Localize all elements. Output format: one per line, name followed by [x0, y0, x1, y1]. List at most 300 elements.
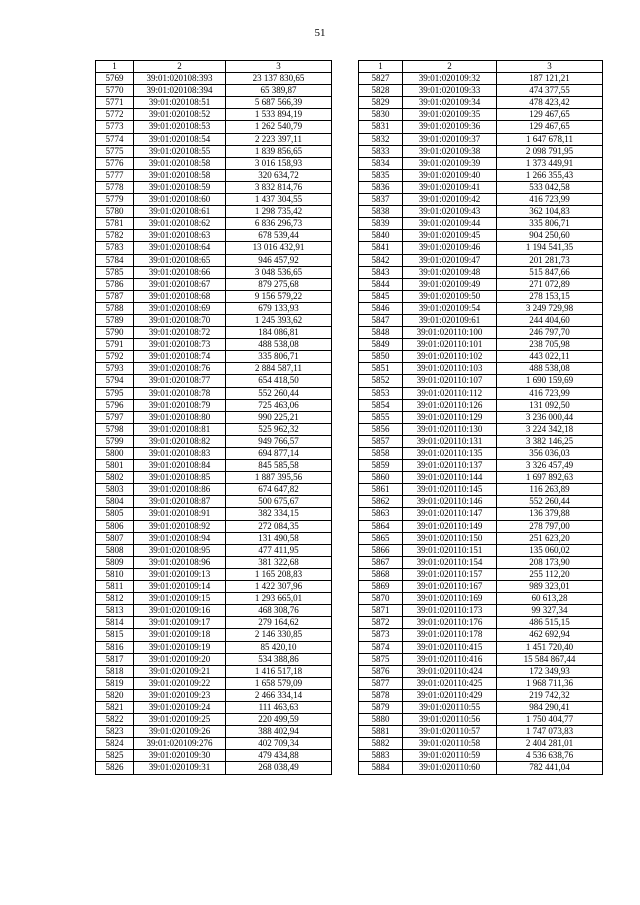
value-cell: 1 245 393,62	[226, 314, 332, 326]
row-number-cell: 5849	[359, 339, 403, 351]
table-row	[359, 254, 603, 266]
table-row	[359, 448, 603, 460]
table-row	[359, 653, 603, 665]
table-row	[96, 399, 332, 411]
row-number-cell: 5824	[96, 738, 134, 750]
table-row	[359, 363, 603, 375]
cadastral-number-cell: 39:01:020108:53	[134, 121, 226, 133]
table-row	[359, 351, 603, 363]
row-number-cell: 5819	[96, 677, 134, 689]
table-row	[359, 460, 603, 472]
cadastral-number-cell: 39:01:020109:18	[134, 629, 226, 641]
row-number-cell: 5801	[96, 460, 134, 472]
table-row	[96, 701, 332, 713]
value-cell: 552 260,44	[497, 496, 603, 508]
right-table	[358, 60, 603, 775]
table-row	[359, 327, 603, 339]
row-number-cell: 5783	[96, 242, 134, 254]
value-cell: 246 797,70	[497, 327, 603, 339]
row-number-cell: 5774	[96, 133, 134, 145]
cadastral-number-cell: 39:01:020109:38	[403, 145, 497, 157]
cadastral-number-cell: 39:01:020109:47	[403, 254, 497, 266]
row-number-cell: 5816	[96, 641, 134, 653]
cadastral-number-cell: 39:01:020110:157	[403, 568, 497, 580]
row-number-cell: 5854	[359, 399, 403, 411]
cadastral-number-cell: 39:01:020110:429	[403, 689, 497, 701]
value-cell: 208 173,90	[497, 556, 603, 568]
table-row	[96, 750, 332, 762]
row-number-cell: 5793	[96, 363, 134, 375]
table-row	[96, 762, 332, 774]
row-number-cell: 5834	[359, 157, 403, 169]
table-row	[359, 242, 603, 254]
cadastral-number-cell: 39:01:020110:100	[403, 327, 497, 339]
row-number-cell: 5848	[359, 327, 403, 339]
table-row	[96, 581, 332, 593]
value-cell: 362 104,83	[497, 206, 603, 218]
value-cell: 477 411,95	[226, 544, 332, 556]
cadastral-number-cell: 39:01:020108:72	[134, 327, 226, 339]
value-cell: 3 236 000,44	[497, 411, 603, 423]
value-cell: 279 164,62	[226, 617, 332, 629]
cadastral-number-cell: 39:01:020110:112	[403, 387, 497, 399]
value-cell: 136 379,88	[497, 508, 603, 520]
value-cell: 1 194 541,35	[497, 242, 603, 254]
table-row	[96, 689, 332, 701]
cadastral-number-cell: 39:01:020109:45	[403, 230, 497, 242]
cadastral-number-cell: 39:01:020110:147	[403, 508, 497, 520]
row-number-cell: 5782	[96, 230, 134, 242]
row-number-cell: 5837	[359, 194, 403, 206]
column-header: 3	[226, 61, 332, 73]
table-row	[359, 738, 603, 750]
cadastral-number-cell: 39:01:020108:55	[134, 145, 226, 157]
table-row	[96, 532, 332, 544]
column-header: 1	[96, 61, 134, 73]
table-row	[96, 169, 332, 181]
value-cell: 3 382 146,25	[497, 435, 603, 447]
row-number-cell: 5842	[359, 254, 403, 266]
cadastral-number-cell: 39:01:020109:33	[403, 85, 497, 97]
value-cell: 3 326 457,49	[497, 460, 603, 472]
value-cell: 525 962,32	[226, 423, 332, 435]
value-cell: 129 467,65	[497, 121, 603, 133]
cadastral-number-cell: 39:01:020109:40	[403, 169, 497, 181]
value-cell: 402 709,34	[226, 738, 332, 750]
row-number-cell: 5878	[359, 689, 403, 701]
cadastral-number-cell: 39:01:020108:82	[134, 435, 226, 447]
left-table	[95, 60, 332, 775]
row-number-cell: 5881	[359, 726, 403, 738]
cadastral-number-cell: 39:01:020108:76	[134, 363, 226, 375]
row-number-cell: 5773	[96, 121, 134, 133]
cadastral-number-cell: 39:01:020108:394	[134, 85, 226, 97]
row-number-cell: 5876	[359, 665, 403, 677]
cadastral-number-cell: 39:01:020108:393	[134, 73, 226, 85]
table-row	[359, 641, 603, 653]
row-number-cell: 5860	[359, 472, 403, 484]
row-number-cell: 5865	[359, 532, 403, 544]
value-cell: 382 334,15	[226, 508, 332, 520]
row-number-cell: 5879	[359, 701, 403, 713]
table-row	[359, 218, 603, 230]
row-number-cell: 5866	[359, 544, 403, 556]
row-number-cell: 5815	[96, 629, 134, 641]
cadastral-number-cell: 39:01:020108:59	[134, 181, 226, 193]
row-number-cell: 5841	[359, 242, 403, 254]
cadastral-number-cell: 39:01:020108:58	[134, 169, 226, 181]
table-row	[96, 97, 332, 109]
cadastral-number-cell: 39:01:020108:94	[134, 532, 226, 544]
cadastral-number-cell: 39:01:020108:66	[134, 266, 226, 278]
table-row	[359, 520, 603, 532]
row-number-cell: 5823	[96, 726, 134, 738]
cadastral-number-cell: 39:01:020108:63	[134, 230, 226, 242]
row-number-cell: 5775	[96, 145, 134, 157]
column-header: 2	[134, 61, 226, 73]
cadastral-number-cell: 39:01:020109:24	[134, 701, 226, 713]
row-number-cell: 5833	[359, 145, 403, 157]
row-number-cell: 5858	[359, 448, 403, 460]
row-number-cell: 5813	[96, 605, 134, 617]
row-number-cell: 5781	[96, 218, 134, 230]
row-number-cell: 5818	[96, 665, 134, 677]
page-number: 51	[314, 27, 326, 39]
cadastral-number-cell: 39:01:020110:130	[403, 423, 497, 435]
row-number-cell: 5857	[359, 435, 403, 447]
table-row	[359, 314, 603, 326]
cadastral-number-cell: 39:01:020108:92	[134, 520, 226, 532]
cadastral-number-cell: 39:01:020109:49	[403, 278, 497, 290]
cadastral-number-cell: 39:01:020110:103	[403, 363, 497, 375]
row-number-cell: 5868	[359, 568, 403, 580]
value-cell: 116 263,89	[497, 484, 603, 496]
row-number-cell: 5779	[96, 194, 134, 206]
cadastral-number-cell: 39:01:020109:30	[134, 750, 226, 762]
value-cell: 479 434,88	[226, 750, 332, 762]
row-number-cell: 5875	[359, 653, 403, 665]
row-number-cell: 5839	[359, 218, 403, 230]
row-number-cell: 5786	[96, 278, 134, 290]
row-number-cell: 5778	[96, 181, 134, 193]
table-row	[96, 714, 332, 726]
cadastral-number-cell: 39:01:020109:26	[134, 726, 226, 738]
row-number-cell: 5861	[359, 484, 403, 496]
row-number-cell: 5796	[96, 399, 134, 411]
cadastral-number-cell: 39:01:020110:56	[403, 714, 497, 726]
cadastral-number-cell: 39:01:020108:86	[134, 484, 226, 496]
row-number-cell: 5769	[96, 73, 134, 85]
value-cell: 654 418,50	[226, 375, 332, 387]
table-row	[96, 726, 332, 738]
value-cell: 1 968 711,36	[497, 677, 603, 689]
table-row	[96, 351, 332, 363]
value-cell: 488 538,08	[226, 339, 332, 351]
cadastral-number-cell: 39:01:020109:50	[403, 290, 497, 302]
value-cell: 1 266 355,43	[497, 169, 603, 181]
table-row	[96, 375, 332, 387]
value-cell: 1 533 894,19	[226, 109, 332, 121]
table-row	[96, 556, 332, 568]
row-number-cell: 5884	[359, 762, 403, 774]
table-row	[359, 157, 603, 169]
row-number-cell: 5874	[359, 641, 403, 653]
value-cell: 131 490,58	[226, 532, 332, 544]
value-cell: 5 687 566,39	[226, 97, 332, 109]
value-cell: 3 832 814,76	[226, 181, 332, 193]
cadastral-number-cell: 39:01:020108:69	[134, 302, 226, 314]
value-cell: 135 060,02	[497, 544, 603, 556]
table-row	[359, 568, 603, 580]
value-cell: 60 613,28	[497, 593, 603, 605]
table-row	[96, 363, 332, 375]
cadastral-number-cell: 39:01:020110:425	[403, 677, 497, 689]
value-cell: 515 847,66	[497, 266, 603, 278]
value-cell: 99 327,34	[497, 605, 603, 617]
cadastral-number-cell: 39:01:020109:31	[134, 762, 226, 774]
row-number-cell: 5799	[96, 435, 134, 447]
value-cell: 111 463,63	[226, 701, 332, 713]
cadastral-number-cell: 39:01:020110:145	[403, 484, 497, 496]
table-row	[96, 677, 332, 689]
value-cell: 129 467,65	[497, 109, 603, 121]
row-number-cell: 5825	[96, 750, 134, 762]
table-row	[96, 484, 332, 496]
table-row	[96, 568, 332, 580]
value-cell: 23 137 830,65	[226, 73, 332, 85]
table-row	[359, 411, 603, 423]
value-cell: 486 515,15	[497, 617, 603, 629]
cadastral-number-cell: 39:01:020110:149	[403, 520, 497, 532]
row-number-cell: 5808	[96, 544, 134, 556]
table-row	[96, 508, 332, 520]
cadastral-number-cell: 39:01:020108:91	[134, 508, 226, 520]
row-number-cell: 5797	[96, 411, 134, 423]
cadastral-number-cell: 39:01:020109:39	[403, 157, 497, 169]
row-number-cell: 5830	[359, 109, 403, 121]
table-row	[96, 617, 332, 629]
row-number-cell: 5826	[96, 762, 134, 774]
row-number-cell: 5880	[359, 714, 403, 726]
table-row	[359, 532, 603, 544]
value-cell: 879 275,68	[226, 278, 332, 290]
value-cell: 679 133,93	[226, 302, 332, 314]
value-cell: 278 797,00	[497, 520, 603, 532]
table-row	[359, 399, 603, 411]
table-row	[96, 121, 332, 133]
cadastral-number-cell: 39:01:020110:151	[403, 544, 497, 556]
row-number-cell: 5827	[359, 73, 403, 85]
value-cell: 949 766,57	[226, 435, 332, 447]
row-number-cell: 5777	[96, 169, 134, 181]
value-cell: 416 723,99	[497, 194, 603, 206]
cadastral-number-cell: 39:01:020110:178	[403, 629, 497, 641]
cadastral-number-cell: 39:01:020109:61	[403, 314, 497, 326]
cadastral-number-cell: 39:01:020110:146	[403, 496, 497, 508]
table-row	[359, 629, 603, 641]
value-cell: 1 750 404,77	[497, 714, 603, 726]
value-cell: 533 042,58	[497, 181, 603, 193]
row-number-cell: 5855	[359, 411, 403, 423]
cadastral-number-cell: 39:01:020108:60	[134, 194, 226, 206]
row-number-cell: 5772	[96, 109, 134, 121]
row-number-cell: 5792	[96, 351, 134, 363]
cadastral-number-cell: 39:01:020110:57	[403, 726, 497, 738]
row-number-cell: 5809	[96, 556, 134, 568]
table-row	[96, 218, 332, 230]
row-number-cell: 5811	[96, 581, 134, 593]
table-row	[96, 242, 332, 254]
value-cell: 278 153,15	[497, 290, 603, 302]
table-row	[359, 677, 603, 689]
cadastral-number-cell: 39:01:020110:416	[403, 653, 497, 665]
value-cell: 220 499,59	[226, 714, 332, 726]
column-header: 1	[359, 61, 403, 73]
row-number-cell: 5869	[359, 581, 403, 593]
table-row	[96, 181, 332, 193]
value-cell: 989 323,01	[497, 581, 603, 593]
row-number-cell: 5850	[359, 351, 403, 363]
value-cell: 500 675,67	[226, 496, 332, 508]
cadastral-number-cell: 39:01:020110:169	[403, 593, 497, 605]
row-number-cell: 5812	[96, 593, 134, 605]
table-row	[96, 230, 332, 242]
cadastral-number-cell: 39:01:020109:15	[134, 593, 226, 605]
value-cell: 251 623,20	[497, 532, 603, 544]
value-cell: 255 112,20	[497, 568, 603, 580]
cadastral-number-cell: 39:01:020110:131	[403, 435, 497, 447]
row-number-cell: 5805	[96, 508, 134, 520]
value-cell: 782 441,04	[497, 762, 603, 774]
row-number-cell: 5822	[96, 714, 134, 726]
row-number-cell: 5847	[359, 314, 403, 326]
cadastral-number-cell: 39:01:020109:22	[134, 677, 226, 689]
cadastral-number-cell: 39:01:020108:65	[134, 254, 226, 266]
table-row	[359, 593, 603, 605]
row-number-cell: 5800	[96, 448, 134, 460]
row-number-cell: 5853	[359, 387, 403, 399]
table-row	[96, 254, 332, 266]
value-cell: 3 224 342,18	[497, 423, 603, 435]
table-row	[359, 85, 603, 97]
table-row	[359, 605, 603, 617]
table-row	[96, 665, 332, 677]
row-number-cell: 5771	[96, 97, 134, 109]
value-cell: 238 705,98	[497, 339, 603, 351]
cadastral-number-cell: 39:01:020110:58	[403, 738, 497, 750]
table-row	[359, 617, 603, 629]
table-row	[359, 496, 603, 508]
row-number-cell: 5794	[96, 375, 134, 387]
value-cell: 1 647 678,11	[497, 133, 603, 145]
table-row	[359, 726, 603, 738]
table-row	[96, 411, 332, 423]
row-number-cell: 5832	[359, 133, 403, 145]
row-number-cell: 5770	[96, 85, 134, 97]
cadastral-number-cell: 39:01:020108:58	[134, 157, 226, 169]
cadastral-number-cell: 39:01:020108:77	[134, 375, 226, 387]
value-cell: 2 146 330,85	[226, 629, 332, 641]
cadastral-number-cell: 39:01:020109:34	[403, 97, 497, 109]
value-cell: 65 389,87	[226, 85, 332, 97]
table-row	[359, 508, 603, 520]
cadastral-number-cell: 39:01:020108:84	[134, 460, 226, 472]
row-number-cell: 5845	[359, 290, 403, 302]
cadastral-number-cell: 39:01:020108:62	[134, 218, 226, 230]
table-row	[96, 194, 332, 206]
value-cell: 271 072,89	[497, 278, 603, 290]
value-cell: 131 092,50	[497, 399, 603, 411]
value-cell: 552 260,44	[226, 387, 332, 399]
cadastral-number-cell: 39:01:020110:137	[403, 460, 497, 472]
table-row	[96, 206, 332, 218]
cadastral-number-cell: 39:01:020109:35	[403, 109, 497, 121]
cadastral-number-cell: 39:01:020110:144	[403, 472, 497, 484]
value-cell: 462 692,94	[497, 629, 603, 641]
value-cell: 201 281,73	[497, 254, 603, 266]
cadastral-number-cell: 39:01:020108:95	[134, 544, 226, 556]
table-row	[96, 472, 332, 484]
table-row	[96, 266, 332, 278]
row-number-cell: 5790	[96, 327, 134, 339]
table-row	[359, 181, 603, 193]
value-cell: 388 402,94	[226, 726, 332, 738]
cadastral-number-cell: 39:01:020110:59	[403, 750, 497, 762]
cadastral-number-cell: 39:01:020110:60	[403, 762, 497, 774]
row-number-cell: 5851	[359, 363, 403, 375]
row-number-cell: 5846	[359, 302, 403, 314]
cadastral-number-cell: 39:01:020109:20	[134, 653, 226, 665]
value-cell: 416 723,99	[497, 387, 603, 399]
table-row	[96, 85, 332, 97]
cadastral-number-cell: 39:01:020108:52	[134, 109, 226, 121]
cadastral-number-cell: 39:01:020108:87	[134, 496, 226, 508]
value-cell: 85 420,10	[226, 641, 332, 653]
value-cell: 1 293 665,01	[226, 593, 332, 605]
cadastral-number-cell: 39:01:020110:102	[403, 351, 497, 363]
row-number-cell: 5802	[96, 472, 134, 484]
table-row	[359, 423, 603, 435]
value-cell: 1 747 073,83	[497, 726, 603, 738]
value-cell: 2 223 397,11	[226, 133, 332, 145]
table-row	[96, 593, 332, 605]
table-row	[359, 750, 603, 762]
table-row	[359, 278, 603, 290]
table-row	[359, 169, 603, 181]
value-cell: 4 536 638,76	[497, 750, 603, 762]
row-number-cell: 5821	[96, 701, 134, 713]
cadastral-number-cell: 39:01:020110:167	[403, 581, 497, 593]
column-header: 3	[497, 61, 603, 73]
row-number-cell: 5873	[359, 629, 403, 641]
row-number-cell: 5872	[359, 617, 403, 629]
value-cell: 990 225,21	[226, 411, 332, 423]
cadastral-number-cell: 39:01:020110:173	[403, 605, 497, 617]
row-number-cell: 5877	[359, 677, 403, 689]
table-row	[359, 73, 603, 85]
value-cell: 219 742,32	[497, 689, 603, 701]
header-row	[96, 61, 332, 73]
row-number-cell: 5883	[359, 750, 403, 762]
cadastral-number-cell: 39:01:020110:55	[403, 701, 497, 713]
value-cell: 15 584 867,44	[497, 653, 603, 665]
table-row	[359, 133, 603, 145]
table-row	[96, 314, 332, 326]
table-row	[96, 544, 332, 556]
value-cell: 1 298 735,42	[226, 206, 332, 218]
value-cell: 1 658 579,09	[226, 677, 332, 689]
row-number-cell: 5807	[96, 532, 134, 544]
